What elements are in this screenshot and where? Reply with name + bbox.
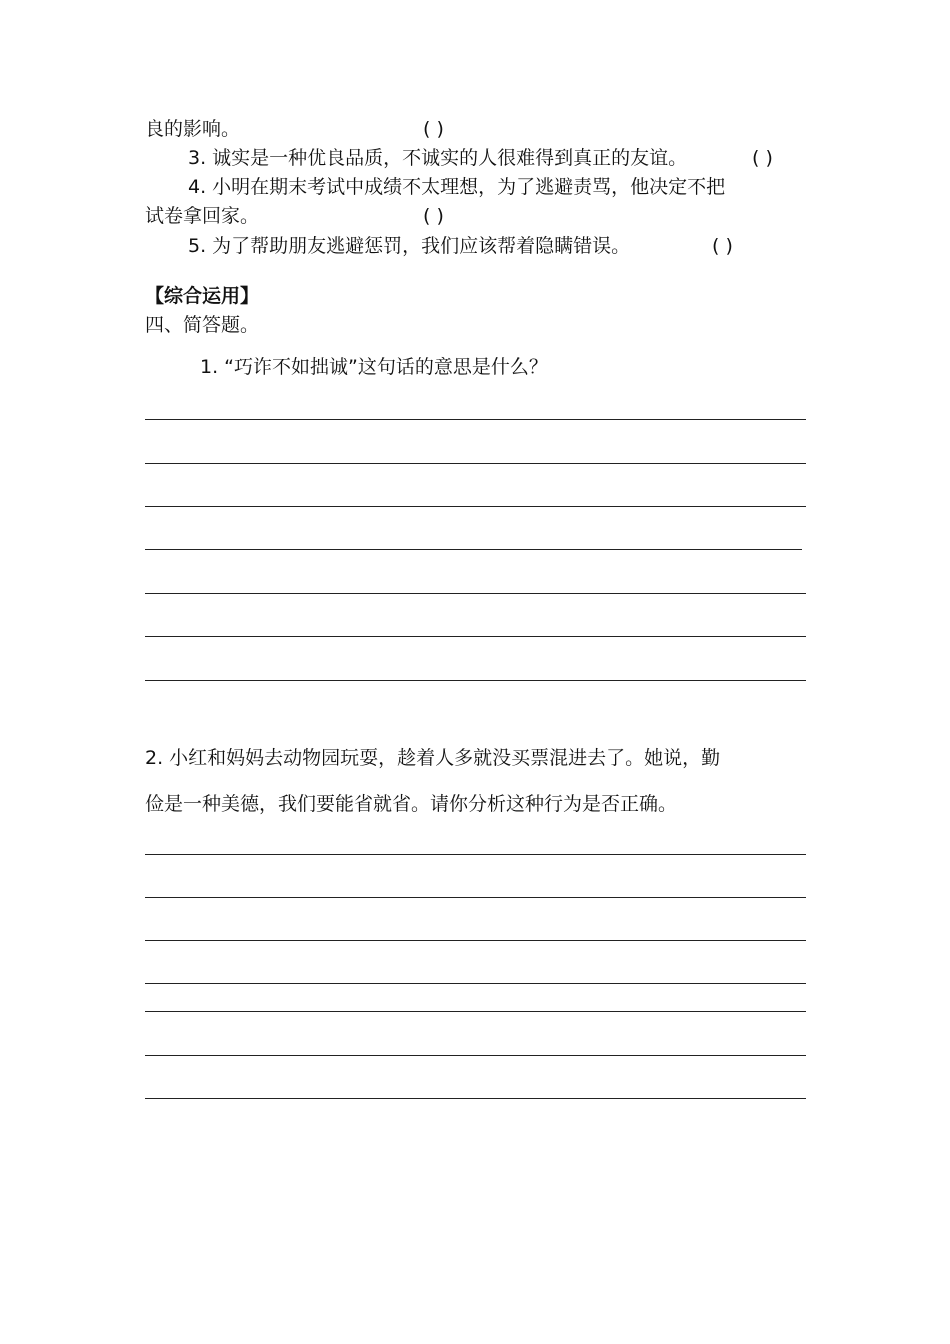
answer-paren-2[interactable]: ( ) (423, 118, 444, 140)
answer-line[interactable] (145, 636, 806, 637)
item2-tail: 良的影响。 (145, 118, 241, 140)
answer-paren-5[interactable]: ( ) (712, 235, 733, 257)
question-2-line2: 俭是一种美德，我们要能省就省。请你分析这种行为是否正确。 (145, 793, 678, 815)
answer-line[interactable] (145, 463, 806, 464)
section-subtitle: 四、简答题。 (145, 314, 260, 336)
answer-line[interactable] (145, 854, 806, 855)
answer-line[interactable] (145, 593, 806, 594)
question-1-text: 1. “巧诈不如拙诚”这句话的意思是什么？ (200, 356, 548, 378)
answer-line[interactable] (145, 983, 806, 984)
answer-line[interactable] (145, 1098, 806, 1099)
item3-text: 3. 诚实是一种优良品质，不诚实的人很难得到真正的友谊。 (188, 147, 688, 169)
section-title: 【综合运用】 (145, 285, 260, 307)
answer-paren-3[interactable]: ( ) (752, 147, 773, 169)
answer-line[interactable] (145, 419, 806, 420)
answer-line[interactable] (145, 1055, 806, 1056)
answer-paren-4[interactable]: ( ) (423, 205, 444, 227)
item5-text: 5. 为了帮助朋友逃避惩罚，我们应该帮着隐瞒错误。 (188, 235, 631, 257)
answer-line[interactable] (145, 897, 806, 898)
item4-text-line2: 试卷拿回家。 (145, 205, 260, 227)
answer-line[interactable] (145, 940, 806, 941)
question-2-line1: 2. 小红和妈妈去动物园玩耍，趁着人多就没买票混进去了。她说，勤 (145, 747, 721, 769)
answer-line[interactable] (145, 1011, 806, 1012)
answer-line[interactable] (145, 506, 806, 507)
item4-text-line1: 4. 小明在期末考试中成绩不太理想，为了逃避责骂，他决定不把 (188, 176, 726, 198)
answer-line[interactable] (145, 549, 802, 550)
answer-line[interactable] (145, 680, 806, 681)
